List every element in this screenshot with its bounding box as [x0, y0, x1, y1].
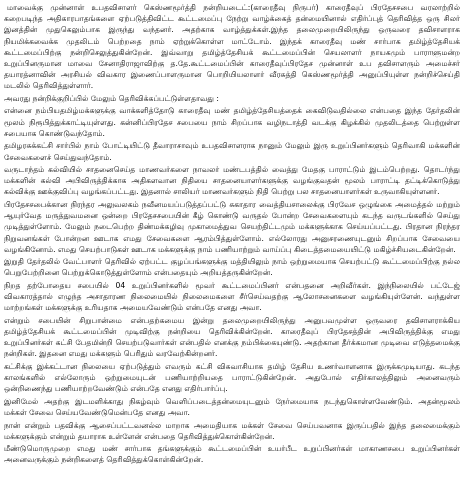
article-paragraph: வருடாந்தம் கல்வியில் சாதனைசெய்த மாணவர்களை நாவலர் மண்டபத்தில் வைத்து மேதகு பாராட்டும் இடம்பெற்றது. தொடர்ந்து மக்களின் கல்வி அபிவிருத்திக்காக அதிகளவான நிதியை சாதனையாளர்களுக்கு வழங்குவதன் மூலம் பாராட்டி தட்டிக்கொடுத்து கல்விக்கு ஊக்குவிப்பு வழங்கப்பட்டது. இதனால் சாலியர் மாணவர்களும் நிதி பெற்று பல சாதனையாளர்கள் உருவாகியுள்ளனர். — [4, 165, 460, 197]
article-paragraph: நான் என்றும் பதவிக்கு ஆசைப்பட்டவனல்ல மாறாக அமைதியாக மக்கள் சேவை செய்பவனாக இருப்பதில் இந்த தலைமைக்கும் மக்களுக்கும் என்றும் தயாராக உள்ளேன் என்பதை தெரிவித்துக்கொள்கின்றேன். — [4, 420, 460, 441]
article-paragraph: என்றும் சபையின் சிறுபான்மை என்பதற்கமைய இன்று தலைமுறையிலிருந்து அனுபவமுள்ள ஒருவரை தவிசாளராக்கிய தமிழ்த்தேசியக் கூட்டமைப்பின் முடிவிற்கு நன்றியை தெரிவிக்கின்றேன். காரைதீவுப் பிரதேசத்தின் அபிவிருத்திக்கு எமது உறுப்பினர்கள் கட்சி பேதமின்றி செயற்படுவார்கள் என்பதில் எனக்கு நம்பிக்கையுண்டு. அதற்கான தீர்க்கமான முடிவை எடுத்தமைக்கு நன்றிகள். இதனை எமது மக்களும் பெரிதும் வரவேற்கின்றனர். — [4, 315, 460, 359]
article-paragraph: தமிழரசுக்கட்சி சார்பில் நாம் போட்டியிட்டு தீவாராசாவும் உபதவிசாளராக நானும் மேலும் இரு உறுப்பினர்களும் தெரிவாகி மக்களின் சேவைகளைச் செய்துவந்தோம். — [4, 141, 460, 162]
article-paragraph: நிறத தற்போதைய சபையில் 04 உறுப்பினர்களில் மூவர் கூட்டமைப்பினர் என்பதனை அறிவீர்கள். இந்நிலையில் பட்டேஜ் விவகாரத்தால் எழுந்த அசாதாரண நிலைமையில் நிலைமைகளை சீர்செய்வதற்கு ஆலோசனைகளை வழங்கியுள்ளேன். வந்துள்ள மாற்றங்கள் மக்களுக்கு உரியதாக அமையவேண்டும் என்பதே எனது அவா. — [4, 280, 460, 313]
article-paragraph: மாவைக்கு முன்னாள் உபதவிசாளர் கெஸ்ணமூர்த்தி நன்றியடைட்:(காரைதீவு நிருபர்) காரைதீவுப் பிரதேசசபை வரலாற்றில் கறைபடிந்த அதிகாரபாதங்களை ஏற்படுத்திவிட்ட கூட்டமைப்பு நேற்று வாழ்க்கைத் தன்மையினால் எதிர்ப்புத் தெரிவித்த ஒரு சிலர் இனத்தின் முதுகெலும்பாக இருந்து வந்தனர். அதற்காக வாழ்த்துக்கள்.இந்த தலைமுறையிலிருந்து ஒருவரை தவிசாளராக நியமிக்கவைக்க முதலிடம் பெற்றதை நாம் ஏற்றுக்கொள்ள மாட்டோம். இந்தக் காரைதீவு மண் சார்பாக தமிழ்த்தேசியக் கூட்டமைப்பிற்கு நன்றிசெலுத்துகின்றேன். இவ்வாறு தமிழ்த்தேசியக் கூட்டமைப்பின் செயலாளர் நாயகமும் பாராளுமன்ற உறுப்பினருமான மாவை சேனாதிராஜாவிற்கு த.தே.கூட்டமைப்பின் காரைதீவுப்பிரதேச முன்னாள் உப தவிசாளரும் அமைச்சர் தயாரத்னாவின் அரசியல் விவகார இணைப்பாளருமான பொறியியலாளர் வீரசுத்தி கெஸ்ணமூர்த்தி அனுப்பியுள்ள நன்றிச்செய்தி மடலில் தெரிவித்துள்ளார். — [4, 3, 460, 91]
article-paragraph: அவரது நன்றிக்குறிப்பில் மேலும் தெரிவிக்கப்பட்டுள்ளதாவது : — [4, 93, 219, 103]
article-paragraph: என்னை நம்பியதமிழ்மக்களுக்கு வாக்களித்தோடு காரைதீவு மண் தமிழ்த்தேசியத்தைக் கைவிடுவதில்லை என்பதை இந்த தேர்தலின் மூலம் நிரூபித்துக்காட்டியுள்ளது. கன்னிப்பிரதேச சபையை நாம் சிறப்பாக வழிநடாத்தி வடக்கு கிழக்கில் முதலிடத்தை பெற்றுள்ள சபையாக கொண்டுவந்தோம். — [4, 106, 460, 138]
article-paragraph: இனிமேல் அதற்கு இடமளிக்காது நிகழ்வும் வெளிப்படைத்தன்மையுடனும் நேர்மையாக நடந்துகொள்ளவேண்டும். அதன்மூலம் மக்கள் சேவை செய்யவேண்டுமென்பதே எனது அவா. — [4, 396, 460, 418]
article-paragraph: மீண்டுமொருமுறை எமது மண் சார்பாக தங்களுக்கும் கூட்டமைப்பின் உயர்பீட உறுப்பினர்கள் மாகாணசபை உறுப்பினர்கள் அனைவருக்கும் நன்றிகளைத் தெரிவித்துக்கொள்கின்றேன். — [4, 444, 460, 465]
article-paragraph: கட்சிக்கு இக்கட்டான நிலையை ஏற்படுத்தும் எவரும் கட்சி விசுவாசியாக தமிழ் தேசிய உணர்வாளனாக இருக்கமுடியாது. கடந்த காலங்களில் எல்லோரும் ஒற்றுமையுடன் பணியாற்றியதை பாராட்டுகின்றேன். அதுபோல் எதிர்காலத்திலும் அனைவரும் ஒன்றிணைந்து பணியாற்றவேண்டும் என்பதே எனது எதிர்பார்ப்பு. — [4, 361, 460, 394]
article-paragraph: இறுதி தேர்தலில் வேட்பாளர் தெரிவில் ஏற்பட்ட குழப்பங்களுக்கு மத்தியிலும் நாம் ஒற்றுமையாக செயற்பட்டு கூட்டமைப்பிற்கு நல்ல பெறுபேற்றினை பெற்றுக்கொடுத்துள்ளோம் என்பதையும் அறியத்தருகின்றேன். — [4, 257, 460, 278]
article-paragraph: பிரதேசசபைக்கான நிரந்தர அலுவலகம் நவீனமயப்படுத்தப்பட்டு சுகாதார வைத்தியசாலைக்கு பிரவேச ஒழுங்கை அமைத்தல் மற்றும் ஆயுர்வேத மருத்துவமனை ஒன்றை பிரதேசசபையின் கீழ் கொண்டு வருதல் போன்ற சேவைகளையும் கடந்த வருடங்களில் செய்து முடித்துள்ளோம். மேலும் நடைபெற்ற திண்மக்கழிவு முகாமைத்துவ செயற்திட்டமும் மக்களுக்காக செய்யப்பட்டது. பிரதான நிரந்தர நிறுவனங்கள் போன்றன ஊடாக எமது சேவைகளை ஆரம்பித்துள்ளோம். எல்லோரது அனுசரணையுடனும் சிறப்பாக சேவையை வழங்கினோம். எமது செயற்பாடுகள் ஊடாக மக்களுக்கு நாம் பணியாற்றும் வாய்ப்பு கிடைத்தமையையிட்டு மகிழ்ச்சியடைகின்றேன். — [4, 199, 460, 254]
